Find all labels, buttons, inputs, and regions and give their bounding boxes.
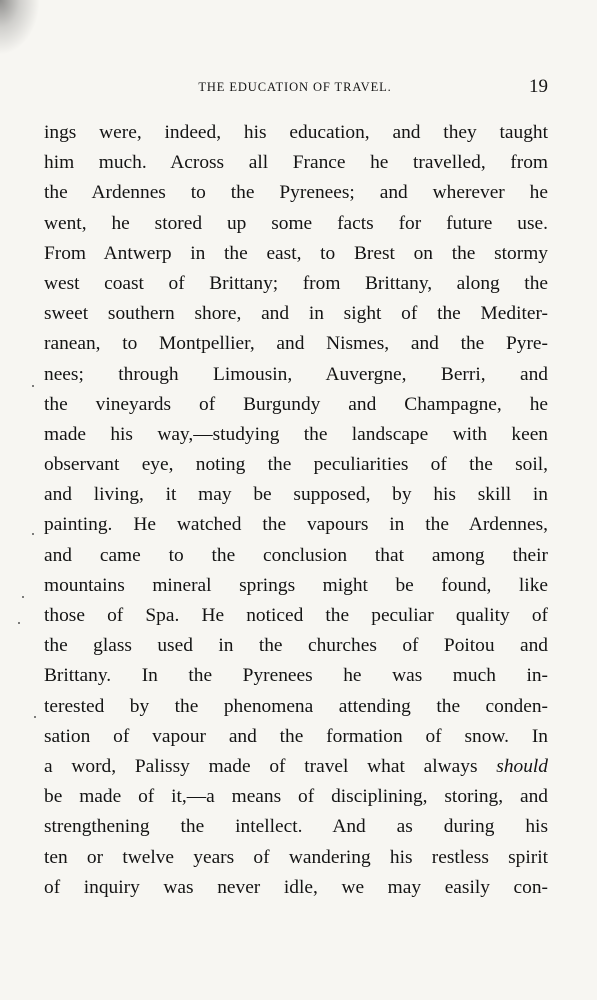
page-corner-smudge <box>0 0 40 55</box>
text-line-content: the glass used in the churches of Poitou and <box>44 635 548 657</box>
text-line <box>44 360 548 390</box>
print-speck <box>32 385 34 387</box>
text-line <box>44 692 548 722</box>
text-line-content: be made of it,—a means of disciplining, storing, and <box>44 786 548 808</box>
text-line-content: painting. He watched the vapours in the Ardennes, <box>44 514 548 536</box>
text-line-content: those of Spa. He noticed the peculiar quality of <box>44 605 548 626</box>
text-line <box>44 661 548 691</box>
text-line <box>44 480 548 510</box>
text-line-content: of inquiry was never idle, we may easily con- <box>44 876 548 898</box>
text-line <box>44 541 548 571</box>
print-speck <box>34 716 36 718</box>
text-line <box>44 873 548 903</box>
body-text <box>44 118 548 903</box>
text-line <box>44 812 548 842</box>
print-speck <box>18 622 20 624</box>
italic-word: should <box>496 755 548 777</box>
text-line <box>44 510 548 540</box>
text-line-content: observant eye, noting the peculiarities of the soil, <box>44 454 548 476</box>
text-line <box>44 209 548 239</box>
text-line <box>44 843 548 873</box>
text-line-content: a word, Palissy made of travel what always <box>44 755 497 777</box>
text-line-content: From Antwerp in the east, to Brest on the stormy <box>44 242 548 264</box>
text-line <box>44 148 548 178</box>
text-line-content: terested by the phenomena attending the conden- <box>44 695 548 717</box>
text-line <box>44 329 548 359</box>
page-header <box>42 76 548 100</box>
text-line-content: mountains mineral springs might be found, like <box>44 574 548 596</box>
text-line <box>44 269 548 299</box>
text-line-content: west coast of Brittany; from Brittany, along the <box>44 272 548 294</box>
text-line-content: made his way,—studying the landscape with keen <box>44 423 548 445</box>
text-line <box>44 239 548 269</box>
text-line <box>44 420 548 450</box>
text-line-content: Brittany. In the Pyrenees he was much in- <box>44 665 548 687</box>
text-line-content: went, he stored up some facts for future use. <box>44 212 548 234</box>
text-line-content: and living, it may be supposed, by his skill in <box>44 484 548 506</box>
running-head: THE EDUCATION OF TRAVEL. <box>198 80 392 94</box>
page-number: 19 <box>529 76 548 97</box>
text-line-content: ten or twelve years of wandering his restless spirit <box>44 846 548 868</box>
text-line <box>44 782 548 812</box>
text-line <box>44 722 548 752</box>
print-speck <box>32 533 34 535</box>
text-line <box>44 571 548 601</box>
text-line-content: ranean, to Montpellier, and Nismes, and the Pyre- <box>44 333 548 355</box>
text-line <box>44 178 548 208</box>
text-line-content: and came to the conclusion that among their <box>44 544 548 566</box>
text-line <box>44 299 548 329</box>
text-line <box>44 631 548 661</box>
text-line <box>44 752 548 782</box>
text-line-content: strengthening the intellect. And as during his <box>44 816 548 838</box>
text-line <box>44 118 548 148</box>
text-line-content: sweet southern shore, and in sight of the Mediter- <box>44 303 548 325</box>
text-line <box>44 390 548 420</box>
text-line-content: ings were, indeed, his education, and they taught <box>44 122 548 143</box>
text-line-content: the vineyards of Burgundy and Champagne, he <box>44 393 548 415</box>
text-line-content: the Ardennes to the Pyrenees; and wherever he <box>44 182 548 204</box>
text-line-content: him much. Across all France he travelled, from <box>44 152 548 174</box>
text-line <box>44 601 548 631</box>
text-line-content: sation of vapour and the formation of snow. In <box>44 725 548 747</box>
text-line-content: nees; through Limousin, Auvergne, Berri, and <box>44 363 548 385</box>
text-line <box>44 450 548 480</box>
print-speck <box>22 596 24 598</box>
